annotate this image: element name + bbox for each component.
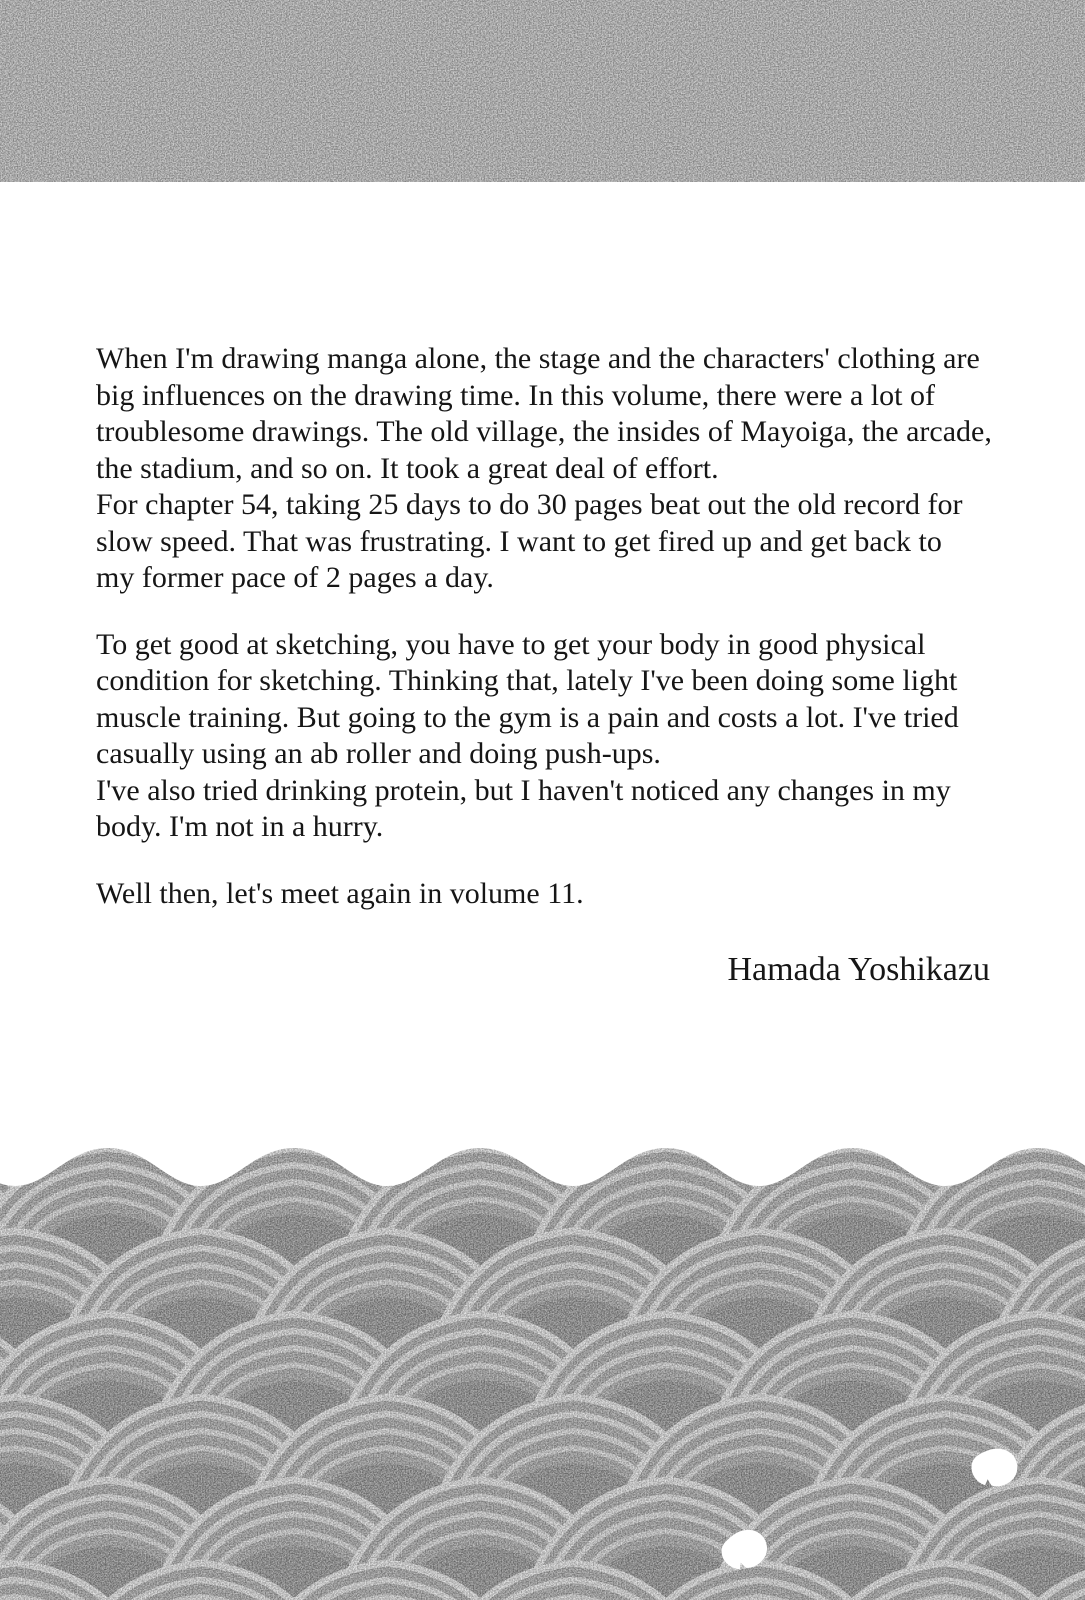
text-line: slow speed. That was frustrating. I want to get fired up and get back to [96,524,942,558]
text-line: troublesome drawings. The old village, the insides of Mayoiga, the arcade, [96,415,992,448]
text-line: When I'm drawing manga alone, the stage and the characters' clothing are [96,342,980,375]
text-line: body. I'm not in a hurry. [96,810,384,843]
text-line: the stadium, and so on. It took a great deal of effort. [96,451,719,485]
text-line: To get good at sketching, you have to get your body in good physical [96,627,926,661]
paragraph [96,876,990,913]
text-line: my former pace of 2 pages a day. [96,561,494,594]
text-line: I've also tried drinking protein, but I haven't noticed any changes in my [96,773,951,807]
text-line: big influences on the drawing time. In this volume, there were a lot of [96,378,935,412]
text-line: For chapter 54, taking 25 days to do 30 pages beat out the old record for [96,488,963,521]
wave-pattern [0,1100,1085,1600]
afterword-text-blocks [96,341,990,912]
text-line: muscle training. But going to the gym is a pain and costs a lot. I've tried [96,700,959,734]
afterword-text [96,341,990,990]
top-noise-band [0,0,1085,182]
paragraph [96,341,990,597]
text-line: casually using an ab roller and doing push-ups. [96,737,661,770]
text-line: condition for sketching. Thinking that, lately I've been doing some light [96,664,958,697]
paragraph [96,627,990,846]
text-line: Well then, let's meet again in volume 11. [96,876,584,910]
author-signature: Hamada Yoshikazu [727,951,990,988]
